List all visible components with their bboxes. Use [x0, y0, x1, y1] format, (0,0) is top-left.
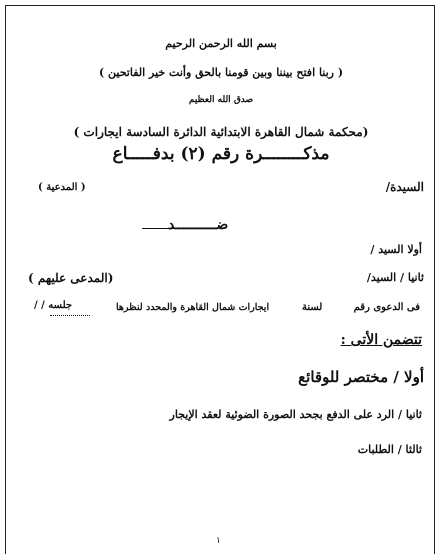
basmala: بسم الله الرحمن الرحيم	[165, 37, 277, 50]
case-court-text: ايجارات شمال القاهرة والمحدد لنظرها	[116, 302, 270, 313]
date-dotted-line	[50, 315, 90, 316]
plaintiff-name-label: السيدة/	[385, 180, 424, 194]
sadaq-allah: صدق الله العظيم	[188, 95, 254, 105]
session-label: جلسه	[48, 300, 73, 311]
court-name: (محكمة شمال القاهرة الابتدائية الدائرة السادسة ايجارات )	[73, 125, 369, 139]
session-date-value: / /	[34, 300, 45, 311]
contents-heading: تتضمن الأتى :	[340, 332, 422, 348]
plaintiff-role: ( المدعية )	[38, 182, 86, 193]
contents-item-reply: ثانيا / الرد على الدفع بجحد الصورة الضوئية لعقد الإيجار	[169, 408, 422, 421]
page-number: ١	[216, 536, 221, 546]
versus-label: ضــــــــــد	[168, 217, 229, 233]
session-date	[34, 300, 72, 311]
case-number-label: فى الدعوى رقم	[353, 302, 420, 313]
case-year-label: لسنة	[302, 302, 323, 313]
quran-verse: ( ربنا افتح بيننا وبين قومنا بالحق وأنت خير الفاتحين )	[98, 66, 344, 79]
first-defendant-label: أولا السيد /	[370, 243, 422, 256]
second-defendant-label: ثانيا / السيد/	[366, 271, 424, 284]
contents-item-facts: أولا / مختصر للوقائع	[298, 368, 424, 386]
defendants-role: (المدعى عليهم )	[28, 271, 114, 285]
memo-title: مذكــــــــرة رقم (٢) بدفـــــاع	[112, 144, 330, 164]
contents-item-requests: ثالثا / الطلبات	[357, 443, 422, 456]
versus-underline	[142, 228, 200, 229]
